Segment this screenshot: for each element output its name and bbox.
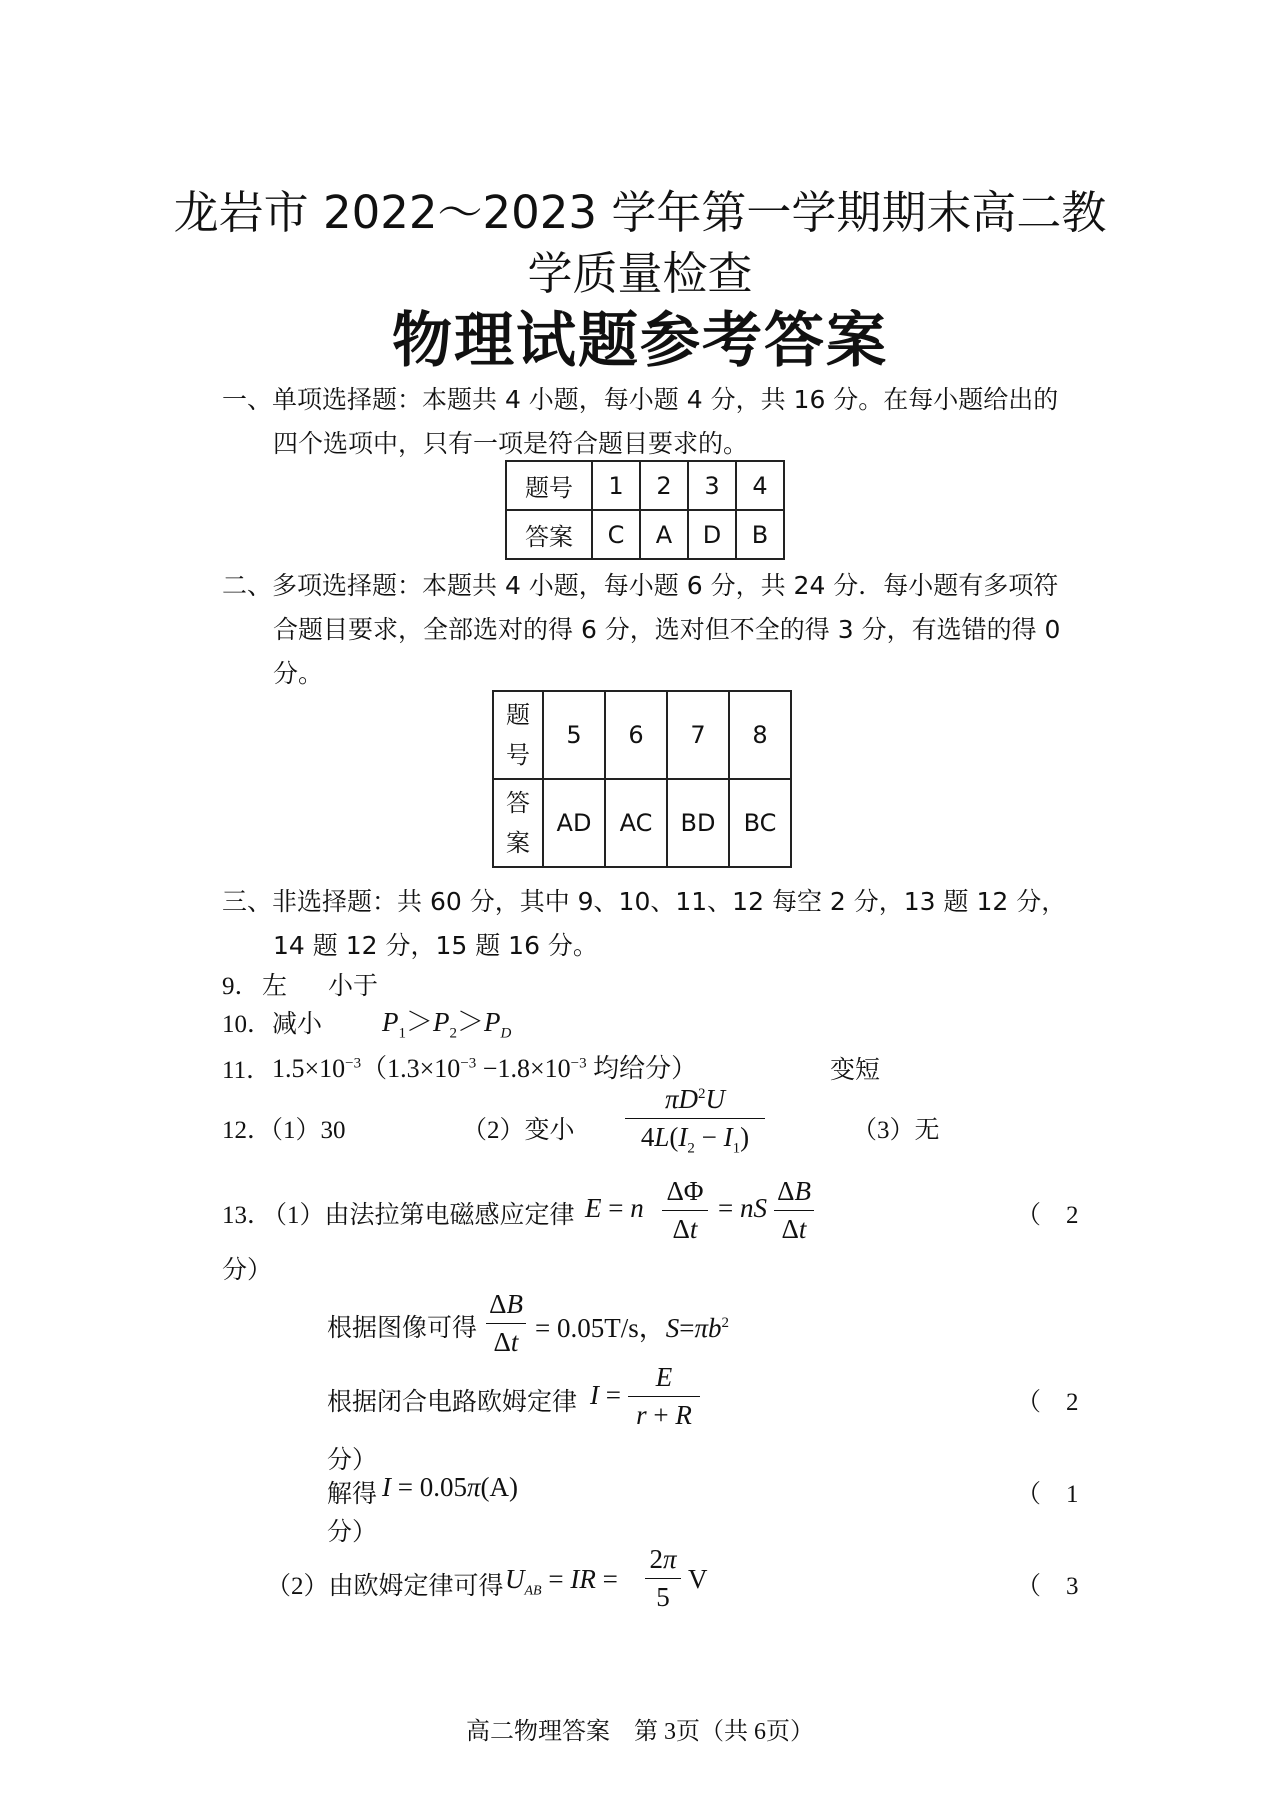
q12-part-2: （2）变小 xyxy=(462,1117,575,1144)
q13-part1-text: （1）由法拉第电磁感应定律 xyxy=(262,1202,575,1229)
q13-voltage-unit: V xyxy=(688,1564,708,1594)
table-cell: C xyxy=(592,510,640,559)
table-cell: BD xyxy=(667,779,729,867)
q13-score-1-close: 分） xyxy=(222,1257,273,1284)
table-row xyxy=(506,510,784,559)
table-cell: AD xyxy=(543,779,605,867)
table-cell: A xyxy=(640,510,688,559)
q13-line3-text: 根据闭合电路欧姆定律 xyxy=(327,1389,578,1416)
q10-answer-1: 减小 xyxy=(272,1011,323,1038)
section3-line2: 14 题 12 分，15 题 16 分。 xyxy=(273,931,598,960)
title-line-2: 学质量检查 xyxy=(527,247,753,300)
table-cell: B xyxy=(736,510,784,559)
q9-answer-1: 左 xyxy=(262,973,288,1000)
table-cell: 2 xyxy=(640,461,688,510)
q11-number: 11． xyxy=(222,1057,272,1084)
q9-number: 9． xyxy=(222,973,260,1000)
q13-score-1: （ 2 xyxy=(1016,1202,1079,1229)
q13-faraday-lhs: E = n xyxy=(585,1193,644,1223)
q13-score-4: （ 3 xyxy=(1016,1573,1079,1600)
q13-voltage-lhs: $U_{AB}$ = IR = xyxy=(505,1564,618,1599)
table-cell: D xyxy=(688,510,736,559)
q11-answer-2: 变短 xyxy=(830,1057,881,1084)
q13-line2-text: 根据图像可得 xyxy=(327,1315,478,1342)
q13-score-3: （ 1 xyxy=(1016,1481,1079,1508)
q13-line4-text: 解得 xyxy=(327,1481,378,1508)
table-cell: 8 xyxy=(729,691,791,779)
table-cell: AC xyxy=(605,779,667,867)
table-cell: 5 xyxy=(543,691,605,779)
q13-faraday-mid: = nS xyxy=(718,1193,767,1223)
table-cell: 6 xyxy=(605,691,667,779)
q12-part-1: （1）30 xyxy=(258,1117,346,1144)
table-header-cell: 答 案 xyxy=(493,779,543,867)
q13-current-result: I = 0.05π(A) xyxy=(382,1472,518,1502)
section2-line2: 合题目要求，全部选对的得 6 分，选对但不全的得 3 分，有选错的得 0 xyxy=(273,615,1061,644)
q13-ohm-fraction: E r + R xyxy=(628,1362,700,1431)
answer-table-2 xyxy=(492,690,792,868)
title-line-1: 龙岩市 2022～2023 学年第一学期期末高二教 xyxy=(173,186,1107,239)
q10-power-inequality: $P_1>P_2>P_D$ xyxy=(382,1007,512,1042)
q13-rate-value: = 0.05T/s，$S=\pi b^2$ xyxy=(535,1313,729,1343)
table-header-cell: 题 号 xyxy=(493,691,543,779)
q13-rate-fraction: ΔB Δt xyxy=(486,1289,526,1358)
q9-answer-2: 小于 xyxy=(328,973,379,1000)
q13-score-3-close: 分） xyxy=(327,1519,378,1546)
q13-number: 13． xyxy=(222,1202,273,1229)
q13-voltage-fraction: 2π 5 xyxy=(645,1544,681,1613)
q13-field-fraction: ΔB Δt xyxy=(774,1176,814,1245)
q11-answer-1: $1.5\times 10^{-3}(1.3\times 10^{-3} -1.8\times 10^{-3}$ 均给分） xyxy=(272,1054,698,1083)
table-row xyxy=(506,461,784,510)
table-row xyxy=(493,691,791,779)
table-header-cell: 题号 xyxy=(506,461,592,510)
table-cell: 4 xyxy=(736,461,784,510)
table-cell: BC xyxy=(729,779,791,867)
page-title: 物理试题参考答案 xyxy=(392,306,888,376)
q13-flux-fraction: ΔΦ Δt xyxy=(662,1176,708,1245)
q12-resistivity-formula: $\pi D^2U$ $4L(I_2 - I_1)$ xyxy=(625,1084,765,1157)
q13-part2-text: （2）由欧姆定律可得 xyxy=(266,1573,504,1600)
q12-part-3: （3）无 xyxy=(852,1117,940,1144)
section1-line1: 一、单项选择题：本题共 4 小题，每小题 4 分，共 16 分。在每小题给出的 xyxy=(222,385,1059,414)
section2-line1: 二、多项选择题：本题共 4 小题，每小题 6 分，共 24 分．每小题有多项符 xyxy=(222,571,1059,600)
table-row xyxy=(493,779,791,867)
answer-table-1 xyxy=(505,460,785,560)
q13-ohm-lhs: I = xyxy=(590,1380,621,1410)
q10-number: 10． xyxy=(222,1011,273,1038)
page-footer: 高二物理答案 第 3页（共 6页） xyxy=(466,1719,814,1745)
q12-number: 12． xyxy=(222,1117,273,1144)
section3-line1: 三、非选择题：共 60 分，其中 9、10、11、12 每空 2 分，13 题 12 分， xyxy=(222,887,1067,916)
q13-score-2-close: 分） xyxy=(327,1447,378,1474)
table-cell: 1 xyxy=(592,461,640,510)
table-cell: 3 xyxy=(688,461,736,510)
section1-line2: 四个选项中，只有一项是符合题目要求的。 xyxy=(273,429,749,458)
table-header-cell: 答案 xyxy=(506,510,592,559)
table-cell: 7 xyxy=(667,691,729,779)
q13-score-2: （ 2 xyxy=(1016,1389,1079,1416)
section2-line3: 分。 xyxy=(273,659,324,688)
